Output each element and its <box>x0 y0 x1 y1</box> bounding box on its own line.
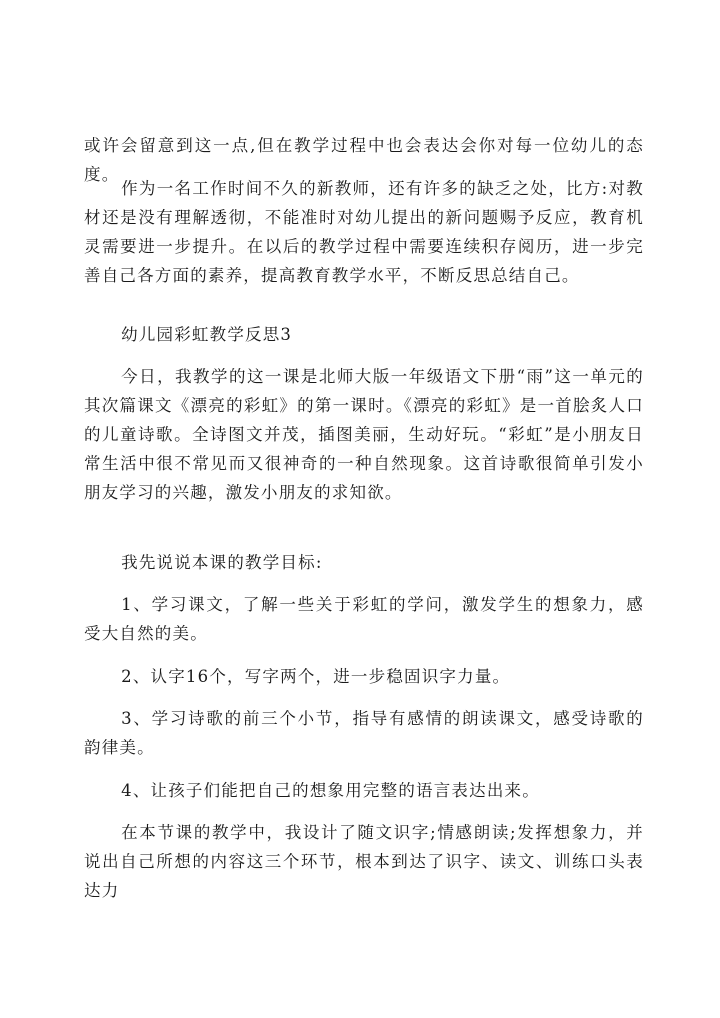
goal-item-3: 3、学习诗歌的前三个小节，指导有感情的朗读课文，感受诗歌的韵律美。 <box>84 709 644 757</box>
paragraph-4: 我先说说本课的教学目标: <box>121 553 323 572</box>
paragraph-3: 今日，我教学的这一课是北师大版一年级语文下册“雨”这一单元的其次篇课文《漂亮的彩虹》的第一课时。《漂亮的彩虹》是一首脍炙人口的儿童诗歌。全诗图文并茂，插图美丽，生动好玩。“彩虹”是小朋友日常生活中很不常见而又很神奇的一种自然现象。这首诗歌很简单引发小朋友学习的兴趣，激发小朋友的求知欲。 <box>84 367 644 502</box>
paragraph-1: 或许会留意到这一点,但在教学过程中也会表达会你对每一位幼儿的态度。 <box>84 136 644 184</box>
goal-item-4: 4、让孩子们能把自己的想象用完整的语言表达出来。 <box>121 781 540 800</box>
goal-item-1: 1、学习课文，了解一些关于彩虹的学问，激发学生的想象力，感受大自然的美。 <box>84 595 644 643</box>
paragraph-5: 在本节课的教学中，我设计了随文识字;情感朗读;发挥想象力，并说出自己所想的内容这三个环节，根本到达了识字、读文、训练口头表达力 <box>84 823 644 900</box>
goal-item-2: 2、认字16个，写字两个，进一步稳固识字力量。 <box>121 667 511 686</box>
paragraph-2: 作为一名工作时间不久的新教师，还有许多的缺乏之处，比方:对教材还是没有理解透彻，不能准时对幼儿提出的新问题赐予反应，教育机灵需要进一步提升。在以后的教学过程中需要连续积存阅历，进一步完善自己各方面的素养，提高教育教学水平，不断反思总结自己。 <box>84 179 644 285</box>
section-heading: 幼儿园彩虹教学反思3 <box>121 325 293 344</box>
